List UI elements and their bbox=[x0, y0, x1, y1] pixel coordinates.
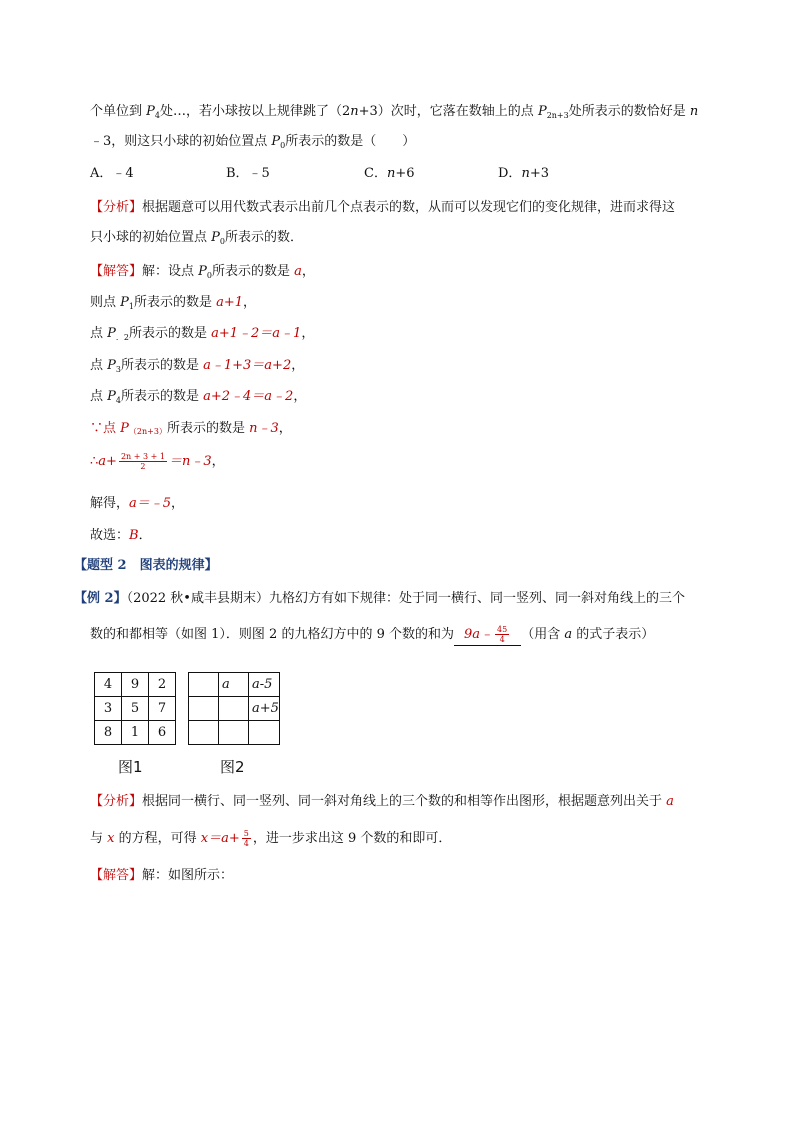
answer-1-step-6 bbox=[90, 419, 292, 442]
expr: a+1 bbox=[216, 295, 244, 310]
grid-row bbox=[189, 673, 280, 697]
numerator: 5 bbox=[243, 829, 249, 838]
denominator: 4 bbox=[499, 635, 505, 644]
text: 根据题意可以用代数式表示出前几个点表示的数，从而可以发现它们的变化规律，进而求得这 bbox=[142, 200, 676, 215]
option-rest: +3 bbox=[529, 166, 549, 181]
var-p: P bbox=[537, 104, 547, 119]
answer-tag: 【解答】 bbox=[90, 868, 143, 883]
example-2-line-2 bbox=[90, 625, 654, 646]
text: 所表示的数． bbox=[224, 230, 303, 245]
var-p: P bbox=[271, 134, 281, 149]
grid-cell: 2 bbox=[149, 673, 176, 697]
expr: a﹣1+3＝a+2 bbox=[203, 358, 292, 373]
text: 的式子表示） bbox=[572, 627, 655, 642]
subscript: ．2 bbox=[115, 333, 129, 342]
option-label: C． bbox=[364, 166, 387, 181]
denominator: 2 bbox=[140, 462, 146, 471]
text: ， bbox=[301, 264, 315, 279]
grid-cell bbox=[219, 697, 249, 721]
expr: a+2﹣4＝a﹣2 bbox=[203, 389, 294, 404]
text: ， bbox=[293, 389, 307, 404]
grid-cell: 5 bbox=[122, 697, 149, 721]
text: 所表示的数是 bbox=[212, 264, 295, 279]
grid-row bbox=[189, 697, 280, 721]
text: 点 bbox=[90, 326, 108, 341]
var-p: P bbox=[107, 389, 116, 404]
analysis-1-line-2 bbox=[90, 228, 303, 252]
grid-cell: 3 bbox=[95, 697, 122, 721]
var-a: a bbox=[564, 627, 573, 642]
text: 处所表示的数恰好是 bbox=[568, 104, 690, 119]
example-tag: 【例 2】 bbox=[74, 591, 127, 606]
subscript: 0 bbox=[219, 237, 225, 246]
answer-1-step-8 bbox=[90, 494, 184, 514]
grid-row bbox=[95, 721, 176, 745]
grid-cell: 8 bbox=[95, 721, 122, 745]
option-label: A．﹣4 bbox=[90, 166, 134, 181]
text: 根据同一横行、同一竖列、同一斜对角线上的三个数的和相等作出图形，根据题意列出关于 bbox=[142, 794, 667, 809]
expr: ＝n﹣3 bbox=[168, 454, 212, 469]
expr: a＝﹣5 bbox=[129, 496, 172, 511]
option-b bbox=[226, 164, 270, 184]
fraction bbox=[242, 829, 251, 848]
answer-1-step-3 bbox=[90, 324, 314, 348]
answer-2-line-1 bbox=[90, 866, 233, 886]
answer-1-step-4 bbox=[90, 356, 304, 380]
grid-cell bbox=[189, 697, 219, 721]
text: （2022 秋•咸丰县期末）九格幻方有如下规律：处于同一横行、同一竖列、同一斜对角线上的三个 bbox=[126, 591, 685, 606]
text: 个单位到 bbox=[90, 104, 147, 119]
example-2-line-1 bbox=[74, 589, 685, 609]
text: ∵点 bbox=[90, 421, 121, 436]
text: ，进一步求出这 9 个数的和即可． bbox=[252, 831, 452, 846]
subscript: 4 bbox=[154, 111, 160, 120]
text: ， bbox=[243, 295, 257, 310]
var-a: a bbox=[666, 794, 674, 809]
grid-cell bbox=[249, 721, 280, 745]
text: 解得， bbox=[90, 496, 130, 511]
analysis-tag: 【分析】 bbox=[90, 794, 143, 809]
subscript: 4 bbox=[115, 396, 121, 405]
figure-2-grid bbox=[188, 672, 280, 745]
var-n: n bbox=[521, 166, 530, 181]
var-p: P bbox=[120, 295, 129, 310]
text: ， bbox=[301, 326, 315, 341]
option-c bbox=[364, 164, 415, 184]
text: 数的和都相等（如图 1）．则图 2 的九格幻方中的 9 个数的和为 bbox=[90, 627, 454, 642]
plus: + bbox=[228, 831, 240, 846]
option-a bbox=[90, 164, 134, 184]
text: 的方程，可得 bbox=[114, 831, 201, 846]
subscript: （2n+3） bbox=[128, 427, 167, 436]
answer-1-step-5 bbox=[90, 387, 306, 411]
expr: n﹣3 bbox=[249, 421, 279, 436]
therefore: ∴ bbox=[90, 454, 99, 469]
grid-cell bbox=[189, 673, 219, 697]
text: 所表示的数是 bbox=[133, 295, 217, 310]
grid-cell bbox=[219, 721, 249, 745]
grid-cell: 4 bbox=[95, 673, 122, 697]
grid-cell: a bbox=[219, 673, 249, 697]
var-p: P bbox=[211, 230, 220, 245]
var-n: n bbox=[386, 166, 396, 181]
answer-1-step-1 bbox=[90, 262, 315, 286]
text: +3）次时，它落在数轴上的点 bbox=[358, 104, 538, 119]
answer-tag: 【解答】 bbox=[90, 264, 143, 279]
text: 所表示的数是 bbox=[166, 421, 250, 436]
var-p: P bbox=[198, 264, 207, 279]
grid-cell: 9 bbox=[122, 673, 149, 697]
numerator: 45 bbox=[497, 625, 508, 634]
text: （用含 bbox=[521, 627, 565, 642]
subscript: 1 bbox=[128, 302, 134, 311]
answer-1-step-7 bbox=[90, 452, 225, 472]
var-x: x bbox=[107, 831, 115, 846]
grid-row bbox=[95, 697, 176, 721]
analysis-tag: 【分析】 bbox=[90, 200, 143, 215]
grid-cell: a+5 bbox=[249, 697, 280, 721]
grid-cell: 7 bbox=[149, 697, 176, 721]
var-p: P bbox=[120, 421, 129, 436]
expr: a bbox=[294, 264, 302, 279]
grid-cell bbox=[189, 721, 219, 745]
expr: B bbox=[129, 528, 139, 543]
text: 所表示的数是（ ） bbox=[285, 134, 416, 149]
text: 所表示的数是 bbox=[128, 326, 212, 341]
denominator: 4 bbox=[243, 839, 249, 848]
analysis-2-line-2 bbox=[90, 829, 451, 849]
option-d bbox=[498, 164, 549, 184]
grid-row bbox=[95, 673, 176, 697]
var-n: n bbox=[689, 104, 699, 119]
figure-1-caption: 图1 bbox=[118, 758, 143, 776]
var-p: P bbox=[107, 326, 116, 341]
analysis-2-line-1 bbox=[90, 792, 674, 812]
expr: 9a bbox=[463, 627, 481, 642]
problem-line-2 bbox=[90, 132, 415, 156]
answer-blank bbox=[454, 625, 521, 646]
var-p: P bbox=[107, 358, 116, 373]
text: 解：如图所示： bbox=[142, 868, 234, 883]
section-title: 【题型 2 图表的规律】 bbox=[74, 558, 218, 573]
problem-line-1 bbox=[90, 102, 698, 126]
subscript: 0 bbox=[206, 271, 212, 280]
text: ， bbox=[171, 496, 185, 511]
text: ， bbox=[211, 454, 225, 469]
expr: x＝a bbox=[200, 831, 229, 846]
subscript: 0 bbox=[280, 141, 286, 150]
plus: + bbox=[106, 454, 117, 469]
answer-1-step-2 bbox=[90, 293, 256, 317]
numerator: 2n + 3 + 1 bbox=[120, 452, 165, 461]
grid-cell: a-5 bbox=[249, 673, 280, 697]
expr: a bbox=[98, 454, 107, 469]
text: 处…，若小球按以上规律跳了（2 bbox=[159, 104, 351, 119]
var-n: n bbox=[350, 104, 359, 119]
text: 故选： bbox=[90, 528, 130, 543]
text: 只小球的初始位置点 bbox=[90, 230, 212, 245]
text: 所表示的数是 bbox=[120, 358, 204, 373]
grid-cell: 6 bbox=[149, 721, 176, 745]
option-rest: +6 bbox=[395, 166, 415, 181]
text: 所表示的数是 bbox=[120, 389, 204, 404]
text: ﹣3，则这只小球的初始位置点 bbox=[90, 134, 272, 149]
subscript: 3 bbox=[115, 365, 121, 374]
minus: ﹣ bbox=[480, 627, 494, 642]
figure-1-grid bbox=[94, 672, 176, 745]
text: 则点 bbox=[90, 295, 121, 310]
analysis-1-line-1 bbox=[90, 198, 675, 218]
figure-2-caption: 图2 bbox=[220, 758, 245, 776]
fraction bbox=[495, 625, 509, 644]
text: ． bbox=[138, 528, 152, 543]
text: 解：设点 bbox=[142, 264, 199, 279]
text: 点 bbox=[90, 358, 108, 373]
answer-1-step-9 bbox=[90, 526, 152, 546]
expr: a+1﹣2＝a﹣1 bbox=[211, 326, 302, 341]
text: 与 bbox=[90, 831, 108, 846]
text: ， bbox=[291, 358, 305, 373]
option-label: D． bbox=[498, 166, 522, 181]
grid-row bbox=[189, 721, 280, 745]
subscript: 2n+3 bbox=[546, 111, 569, 120]
option-label: B．﹣5 bbox=[226, 166, 270, 181]
grid-cell: 1 bbox=[122, 721, 149, 745]
text: 点 bbox=[90, 389, 108, 404]
var-p: P bbox=[146, 104, 155, 119]
fraction bbox=[119, 452, 167, 471]
text: ， bbox=[278, 421, 292, 436]
